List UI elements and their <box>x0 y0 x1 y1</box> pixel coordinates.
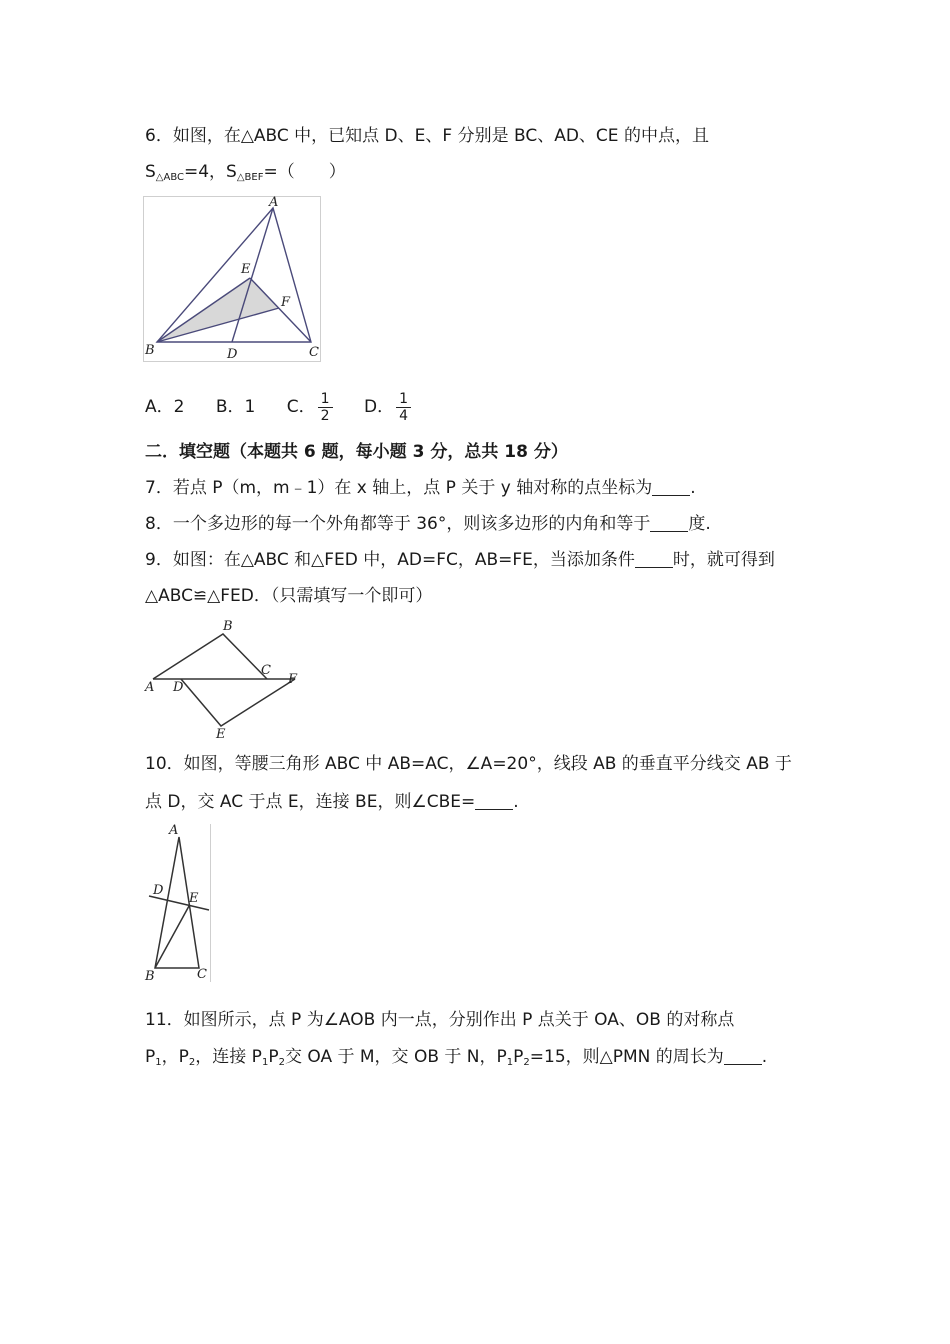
label-d: D <box>153 883 164 898</box>
label-d: D <box>227 347 238 362</box>
label-b: B <box>223 619 233 634</box>
triangle-bef-shade <box>157 278 279 342</box>
label-e: E <box>216 727 226 740</box>
q11-line2: $P_1$，$P_2$，连接 $P_1P_2$交 OA 于 M，交 OB 于 N，$P_1P_2=15$，则△PMN 的周长为 . <box>145 1047 768 1068</box>
q6-choices <box>145 390 437 424</box>
q11-answer-blank[interactable] <box>724 1047 762 1065</box>
q10-figure <box>143 822 213 988</box>
q10-line1: 10．如图，等腰三角形 ABC 中 AB=AC，∠A=20°，线段 AB 的垂直平分线交 AB 于 <box>145 754 792 774</box>
q9-line2: △ABC≌△FED．（只需填写一个即可） <box>145 586 433 606</box>
area-symbol: S <box>145 162 156 182</box>
label-d: D <box>173 680 184 695</box>
q10-answer-blank[interactable] <box>475 792 513 810</box>
q6-figure <box>143 196 321 366</box>
label-a: A <box>269 196 279 210</box>
label-e: E <box>189 891 199 906</box>
q7-answer-blank[interactable] <box>652 478 690 496</box>
choice-d[interactable]: D． $\frac{1}{4}$ <box>364 397 411 417</box>
triangle-abc <box>157 208 311 342</box>
label-c: C <box>309 345 319 360</box>
label-a: A <box>169 823 179 838</box>
area-text: =4，S <box>184 162 237 182</box>
q8: 8．一个多边形的每一个外角都等于 36°，则该多边形的内角和等于 度. <box>145 514 711 534</box>
segment-ad <box>232 208 273 342</box>
q6-line2 <box>145 160 346 190</box>
q11-line1: 11．如图所示，点 P 为∠AOB 内一点，分别作出 P 点关于 OA、OB 的对称点 <box>145 1010 735 1030</box>
label-b: B <box>145 969 155 984</box>
q9-line1: 9．如图：在△ABC 和△FED 中，AD=FC，AB=FE，当添加条件 时，就可得到 <box>145 550 775 570</box>
q8-answer-blank[interactable] <box>650 514 688 532</box>
choice-b[interactable]: B．1 <box>215 397 256 417</box>
label-e: E <box>241 262 251 277</box>
label-f: F <box>288 672 298 687</box>
perpendicular-bisector <box>149 896 209 910</box>
label-f: F <box>281 295 291 310</box>
q10-line2: 点 D，交 AC 于点 E，连接 BE，则∠CBE= . <box>145 792 519 812</box>
choice-a[interactable]: A．2 <box>145 397 185 417</box>
choice-c[interactable]: C． $\frac{1}{2}$ <box>287 397 333 417</box>
q9-figure <box>143 616 303 744</box>
q9-answer-blank[interactable] <box>635 550 673 568</box>
area-subscript-abc: △ABC <box>155 172 184 183</box>
label-a: A <box>145 680 155 695</box>
fraction-one-quarter: $\frac{1}{4}$ <box>396 391 411 424</box>
label-c: C <box>197 967 207 982</box>
section-2-title: 二．填空题（本题共 6 题，每小题 3 分，总共 18 分） <box>145 442 568 462</box>
label-b: B <box>145 343 155 358</box>
q7: 7．若点 P（m，m﹣1）在 x 轴上，点 P 关于 y 轴对称的点坐标为 . <box>145 478 696 498</box>
answer-paren: =（ ） <box>263 162 346 182</box>
triangle-fed-sides <box>181 679 295 726</box>
fraction-one-half: $\frac{1}{2}$ <box>318 391 333 424</box>
area-subscript-bef: △BEF <box>236 172 264 183</box>
q6-line1: 6．如图，在△ABC 中，已知点 D、E、F 分别是 BC、AD、CE 的中点，且 <box>145 126 709 146</box>
label-c: C <box>261 663 271 678</box>
triangle-abc-sides <box>153 634 267 679</box>
